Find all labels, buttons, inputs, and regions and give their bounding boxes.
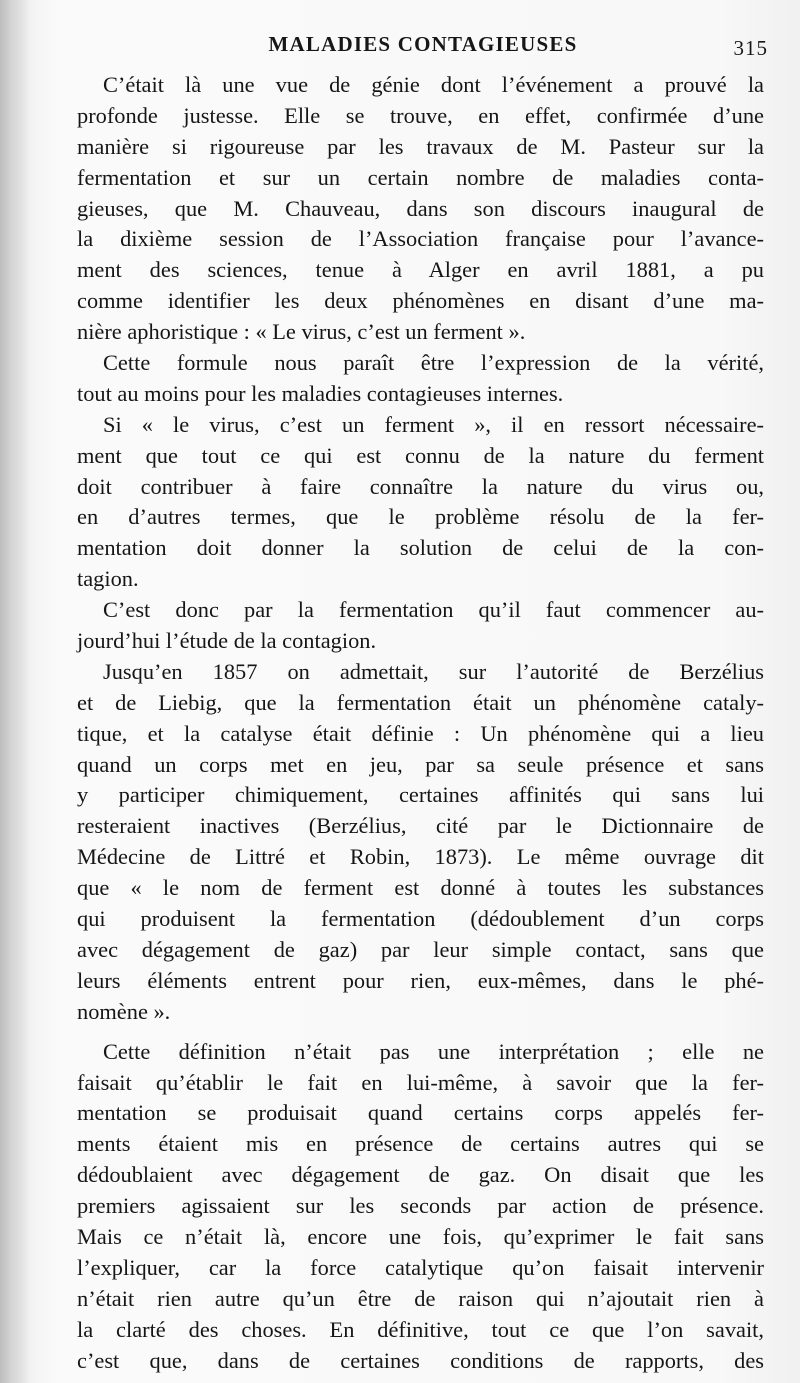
body-text <box>77 70 764 1376</box>
text-line: Mais ce n’était là, encore une fois, qu’exprimer le fait sans <box>77 1223 764 1249</box>
paragraph <box>77 70 764 348</box>
text-line: ments étaient mis en présence de certains autres qui se <box>77 1131 764 1157</box>
text-line: dédoublaient avec dégagement de gaz. On disait que les <box>77 1162 764 1188</box>
text-line: qui produisent la fermentation (dédoublement d’un corps <box>77 906 764 932</box>
text-line: Si « le virus, c’est un ferment », il en ressort nécessaire- <box>103 411 764 437</box>
text-line: ment que tout ce qui est connu de la nature du ferment <box>77 442 764 468</box>
text-line: tout au moins pour les maladies contagieuses internes. <box>77 380 564 406</box>
binding-shadow <box>0 0 30 1383</box>
text-line: Jusqu’en 1857 on admettait, sur l’autorité de Berzélius <box>103 658 764 684</box>
text-line: C’était là une vue de génie dont l’événement a prouvé la <box>103 72 764 97</box>
text-line: nière aphoristique : « Le virus, c’est un ferment ». <box>77 319 526 345</box>
paragraph <box>77 410 764 595</box>
text-line: mentation doit donner la solution de celui de la con- <box>77 535 764 561</box>
paragraph <box>77 595 764 657</box>
text-line: doit contribuer à faire connaître la nature du virus ou, <box>77 473 764 499</box>
text-line: l’expliquer, car la force catalytique qu’on faisait intervenir <box>77 1254 764 1280</box>
paragraph <box>77 657 764 1028</box>
paragraph <box>77 1037 764 1377</box>
text-line: manière si rigoureuse par les travaux de M. Pasteur sur la <box>77 133 764 159</box>
text-line: la dixième session de l’Association française pour l’avance- <box>77 226 764 252</box>
text-line: la clarté des choses. En définitive, tout ce que l’on savait, <box>77 1316 764 1342</box>
text-line: tique, et la catalyse était définie : Un phénomène qui a lieu <box>77 720 764 746</box>
page-header <box>78 30 768 60</box>
text-line: quand un corps met en jeu, par sa seule présence et sans <box>77 751 764 777</box>
text-line: gieuses, que M. Chauveau, dans son discours inaugural de <box>77 195 764 221</box>
text-line: avec dégagement de gaz) par leur simple contact, sans que <box>77 936 764 962</box>
text-line: en d’autres termes, que le problème résolu de la fer- <box>77 504 764 530</box>
text-line: jourd’hui l’étude de la contagion. <box>77 628 377 654</box>
text-line: nomène ». <box>77 998 171 1024</box>
text-line: et de Liebig, que la fermentation était un phénomène cataly- <box>77 689 764 715</box>
text-line: Cette formule nous paraît être l’expression de la vérité, <box>103 350 764 376</box>
text-line: Cette définition n’était pas une interprétation ; elle ne <box>103 1038 764 1064</box>
paragraph-spacer <box>77 1028 764 1037</box>
text-line: tagion. <box>77 566 139 592</box>
paragraph <box>77 348 764 410</box>
text-line: n’était rien autre qu’un être de raison qui n’ajoutait rien à <box>77 1285 764 1311</box>
text-line: premiers agissaient sur les seconds par action de présence. <box>77 1193 764 1219</box>
text-line: ment des sciences, tenue à Alger en avril 1881, a pu <box>77 257 764 283</box>
text-line: resteraient inactives (Berzélius, cité par le Dictionnaire de <box>77 813 764 839</box>
text-line: fermentation et sur un certain nombre de maladies conta- <box>77 164 764 190</box>
text-line: que « le nom de ferment est donné à toutes les substances <box>77 875 764 901</box>
text-line: leurs éléments entrent pour rien, eux-mêmes, dans le phé- <box>77 967 764 993</box>
text-line: comme identifier les deux phénomènes en disant d’une ma- <box>77 288 764 314</box>
text-line: mentation se produisait quand certains corps appelés fer- <box>77 1100 764 1126</box>
running-title: MALADIES CONTAGIEUSES <box>268 32 578 56</box>
text-line: Médecine de Littré et Robin, 1873). Le même ouvrage dit <box>77 844 764 870</box>
page-number: 315 <box>733 36 768 60</box>
text-line: y participer chimiquement, certaines affinités qui sans lui <box>77 782 764 808</box>
text-line: C’est donc par la fermentation qu’il faut commencer au- <box>103 597 764 623</box>
text-line: faisait qu’établir le fait en lui-même, à savoir que la fer- <box>77 1069 764 1095</box>
text-line: c’est que, dans de certaines conditions de rapports, des <box>77 1347 764 1373</box>
text-line: profonde justesse. Elle se trouve, en effet, confirmée d’une <box>77 102 764 128</box>
